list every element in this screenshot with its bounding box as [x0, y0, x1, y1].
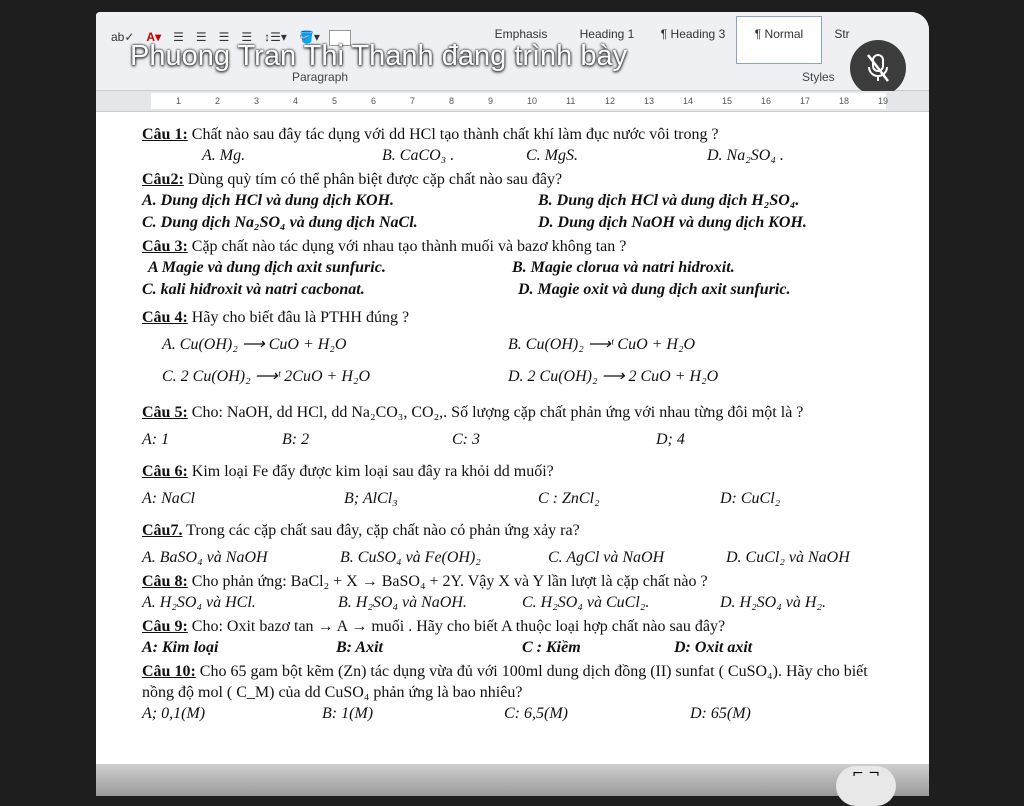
- paragraph-group-label: Paragraph: [292, 70, 349, 84]
- presenter-banner: Phuong Tran Thi Thanh đang trình bày: [130, 40, 628, 72]
- font-color-icon[interactable]: A▾: [146, 30, 162, 44]
- ruler-tick: 13: [644, 96, 655, 106]
- shading-icon[interactable]: 🪣▾: [298, 30, 320, 44]
- options-row: [142, 145, 902, 167]
- answer-option[interactable]: A: 1: [142, 431, 170, 448]
- question-stem: Trong các cặp chất sau đây, cặp chất nào có phản ứng xảy ra?: [182, 522, 580, 539]
- answer-option[interactable]: C. 2 Cu(OH)₂ ⟶ᵗ 2CuO + H₂O: [162, 368, 370, 385]
- document-body: [142, 112, 902, 725]
- question-block: [142, 616, 902, 659]
- answer-option[interactable]: A. H₂SO₄ và HCl.: [142, 594, 256, 611]
- line-spacing-icon[interactable]: ↕☰▾: [264, 30, 287, 44]
- options-row: [142, 637, 902, 659]
- question-number: Câu 9:: [142, 618, 188, 635]
- answer-option[interactable]: B. H₂SO₄ và NaOH.: [338, 594, 467, 611]
- question-block: [142, 169, 902, 234]
- answer-option[interactable]: C. H₂SO₄ và CuCl₂.: [522, 594, 650, 611]
- question-stem: Cho 65 gam bột kẽm (Zn) tác dụng vừa đủ với 100ml dung dịch đồng (II) sunfat ( CuSO₄). Hãy cho biết nồng độ mol ( C_M) của dd CuSO₄ phản ứng là bao nhiêu?: [142, 663, 868, 701]
- question-block: [142, 661, 902, 725]
- horizontal-ruler[interactable]: [96, 91, 929, 112]
- question-stem: Kim loại Fe đẩy được kim loại sau đây ra khỏi dd muối?: [187, 463, 554, 480]
- answer-option[interactable]: C. kali hiđroxit và natri cacbonat.: [142, 281, 365, 298]
- options-row: [142, 212, 902, 234]
- ruler-tick: 5: [332, 96, 338, 106]
- answer-option[interactable]: B. CuSO₄ và Fe(OH)₂: [340, 549, 481, 566]
- answer-option[interactable]: A. Mg.: [202, 147, 246, 164]
- question-text: [142, 236, 902, 257]
- answer-option[interactable]: C : Kiềm: [522, 639, 581, 656]
- style-normal[interactable]: [736, 16, 822, 64]
- question-number: Câu 6:: [142, 463, 188, 480]
- style-label: ¶ Heading 3: [660, 27, 726, 41]
- answer-option[interactable]: C: 6,5(M): [504, 705, 568, 722]
- question-text: [142, 124, 902, 145]
- options-row: [142, 429, 902, 451]
- ruler-tick: 7: [410, 96, 416, 106]
- ruler-tick: 1: [176, 96, 182, 106]
- options-row: [142, 360, 902, 392]
- answer-option[interactable]: C: 3: [452, 431, 480, 448]
- align-left-icon[interactable]: ☰: [173, 30, 184, 44]
- question-block: [142, 402, 902, 451]
- answer-option[interactable]: D: Oxit axit: [674, 639, 753, 656]
- question-number: Câu2:: [142, 171, 184, 188]
- answer-option[interactable]: C. AgCl và NaOH: [548, 549, 665, 566]
- ruler-tick: 10: [527, 96, 538, 106]
- ruler-tick: 4: [293, 96, 299, 106]
- question-stem: Hãy cho biết đâu là PTHH đúng ?: [187, 309, 410, 326]
- answer-option[interactable]: A; 0,1(M): [142, 705, 206, 722]
- ruler-tick: 16: [761, 96, 772, 106]
- style-label: Str: [834, 27, 850, 41]
- question-text: [142, 307, 902, 328]
- ruler-tick: 18: [839, 96, 850, 106]
- question-number: Câu 5:: [142, 404, 188, 421]
- align-center-icon[interactable]: ☰: [195, 30, 207, 44]
- options-row: [142, 279, 902, 301]
- answer-option[interactable]: D; 4: [656, 431, 685, 448]
- answer-option[interactable]: B. Cu(OH)₂ ⟶ᵗ CuO + H₂O: [508, 336, 696, 353]
- ruler-tick: 14: [683, 96, 694, 106]
- ruler-tick: 12: [605, 96, 616, 106]
- question-number: Câu7.: [142, 522, 183, 539]
- style-label: ¶ Normal: [754, 27, 804, 41]
- spelling-icon[interactable]: ab✓: [111, 30, 135, 44]
- presentation-frame: [96, 12, 929, 796]
- question-block: [142, 571, 902, 614]
- question-stem: Chất nào sau đây tác dụng với dd HCl tạo thành chất khí làm đục nước vôi trong ?: [187, 126, 719, 143]
- options-row: [142, 488, 902, 510]
- answer-option[interactable]: A. Dung dịch HCl và dung dịch KOH.: [142, 192, 395, 209]
- question-text: [142, 661, 902, 703]
- question-text: [142, 571, 902, 592]
- question-text: [142, 169, 902, 190]
- question-block: [142, 307, 902, 392]
- style-label: Emphasis: [494, 27, 548, 41]
- ruler-tick: 2: [215, 96, 221, 106]
- ruler-tick: 8: [449, 96, 455, 106]
- expand-icon[interactable]: ⌐ ¬: [836, 766, 896, 806]
- answer-option[interactable]: B. Dung dịch HCl và dung dịch H₂SO₄.: [538, 192, 800, 209]
- answer-option[interactable]: A Magie và dung dịch axit sunfuric.: [148, 259, 386, 276]
- answer-option[interactable]: A. Cu(OH)₂ ⟶ CuO + H₂O: [162, 336, 347, 353]
- answer-option[interactable]: D. H₂SO₄ và H₂.: [720, 594, 827, 611]
- answer-option[interactable]: B: 2: [282, 431, 310, 448]
- answer-option[interactable]: A: NaCl: [142, 490, 195, 507]
- question-stem: Cho phản ứng: BaCl₂ + X → BaSO₄ + 2Y. Vậy X và Y lần lượt là cặp chất nào ?: [187, 573, 708, 590]
- question-text: [142, 402, 902, 423]
- justify-icon[interactable]: ☰: [241, 30, 253, 44]
- question-stem: Dùng quỳ tím có thể phân biệt được cặp chất nào sau đây?: [183, 171, 563, 188]
- status-area: [96, 764, 929, 796]
- answer-option[interactable]: D: CuCl₂: [720, 490, 781, 507]
- question-block: [142, 236, 902, 301]
- style-heading-3[interactable]: [650, 16, 736, 64]
- answer-option[interactable]: C. MgS.: [526, 147, 578, 164]
- question-number: Câu 4:: [142, 309, 188, 326]
- ruler-tick: 6: [371, 96, 377, 106]
- answer-option[interactable]: D. 2 Cu(OH)₂ ⟶ 2 CuO + H₂O: [508, 368, 719, 385]
- answer-option[interactable]: B: 1(M): [322, 705, 374, 722]
- answer-option[interactable]: B: Axit: [336, 639, 383, 656]
- options-row: [142, 328, 902, 360]
- answer-option[interactable]: B; AlCl₃: [344, 490, 398, 507]
- answer-option[interactable]: D. Magie oxit và dung dịch axit sunfuric.: [518, 281, 791, 298]
- question-stem: Cho: NaOH, dd HCl, dd Na₂CO₃, CO₂,. Số lượng cặp chất phản ứng với nhau từng đôi một là ?: [187, 404, 804, 421]
- answer-option[interactable]: D. CuCl₂ và NaOH: [726, 549, 850, 566]
- ruler-tick: 9: [488, 96, 494, 106]
- style-label: Heading 1: [579, 27, 635, 41]
- ruler-tick: 15: [722, 96, 733, 106]
- answer-option[interactable]: D. Dung dịch NaOH và dung dịch KOH.: [538, 214, 807, 231]
- ruler-tick: 17: [800, 96, 811, 106]
- question-stem: Cặp chất nào tác dụng với nhau tạo thành muối và bazơ không tan ?: [187, 238, 627, 255]
- question-stem: Cho: Oxit bazơ tan → A → muối . Hãy cho biết A thuộc loại hợp chất nào sau đây?: [187, 618, 726, 635]
- align-right-icon[interactable]: ☰: [218, 30, 230, 44]
- question-number: Câu 3:: [142, 238, 188, 255]
- options-row: [142, 703, 902, 725]
- answer-option[interactable]: A. BaSO₄ và NaOH: [142, 549, 268, 566]
- options-row: [142, 547, 902, 569]
- answer-option[interactable]: B. CaCO₃ .: [382, 147, 455, 164]
- options-row: [142, 190, 902, 212]
- question-block: [142, 124, 902, 167]
- answer-option[interactable]: A: Kim loại: [142, 639, 219, 656]
- answer-option[interactable]: C. Dung dịch Na₂SO₄ và dung dịch NaCl.: [142, 214, 418, 231]
- styles-group-label: Styles: [802, 70, 835, 84]
- question-text: [142, 520, 902, 541]
- ruler-tick: 3: [254, 96, 260, 106]
- mic-muted-icon[interactable]: [850, 40, 906, 96]
- ruler-tick: 11: [566, 96, 576, 106]
- question-text: [142, 461, 902, 482]
- options-row: [142, 257, 902, 279]
- options-row: [142, 592, 902, 614]
- question-text: [142, 616, 902, 637]
- question-number: Câu 1:: [142, 126, 188, 143]
- ruler-tick: 19: [878, 96, 889, 106]
- answer-option[interactable]: D: 65(M): [690, 705, 751, 722]
- question-number: Câu 10:: [142, 663, 196, 680]
- answer-option[interactable]: D. Na₂SO₄ .: [707, 147, 784, 164]
- answer-option[interactable]: B. Magie clorua và natri hidroxit.: [512, 259, 735, 276]
- question-block: [142, 461, 902, 510]
- question-number: Câu 8:: [142, 573, 188, 590]
- answer-option[interactable]: C : ZnCl₂: [538, 490, 600, 507]
- question-block: [142, 520, 902, 569]
